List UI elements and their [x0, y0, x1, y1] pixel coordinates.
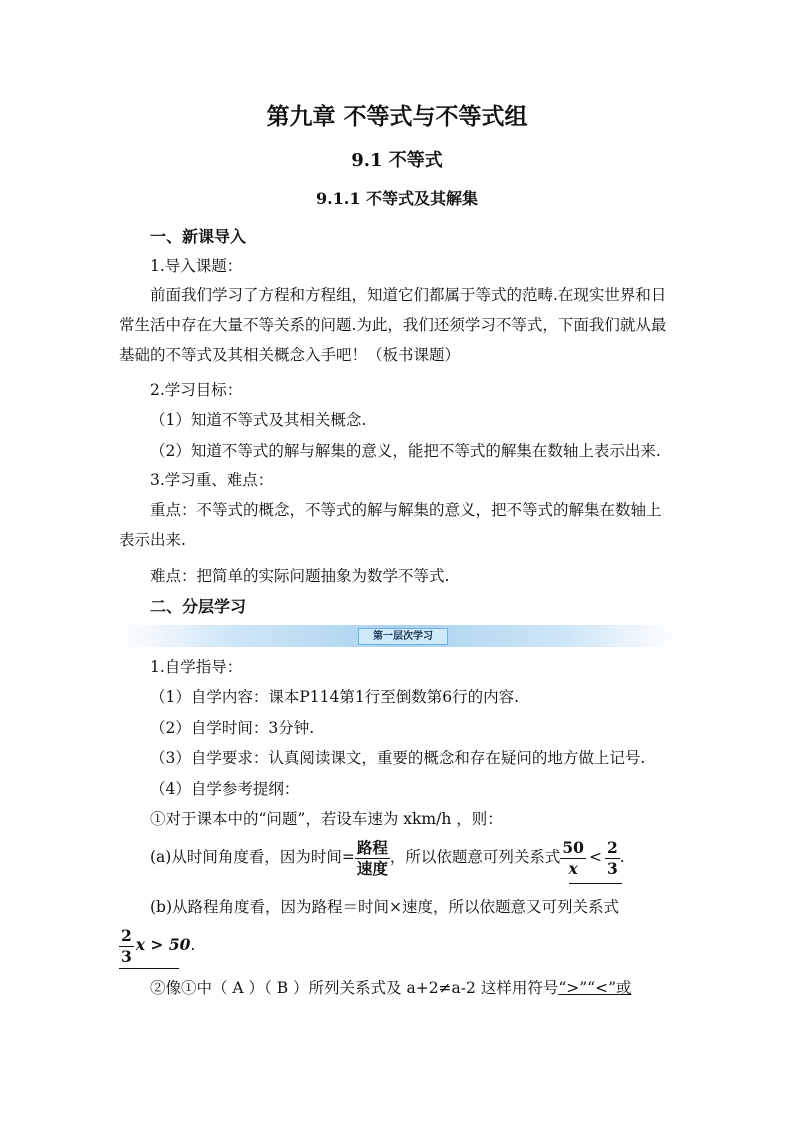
line-a-middle: ，所以依题意可列关系式	[389, 848, 561, 866]
intro-paragraph: 前面我们学习了方程和方程组，知道它们都属于等式的范畴.在现实世界和日常生活中存在大量不等关系的问题.为此，我们还须学习不等式，下面我们就从最基础的不等式及其相关概念入手吧！（板书课题）	[119, 286, 667, 364]
key-points-title: 3.学习重、难点：	[150, 471, 274, 489]
line-a-end: .	[619, 848, 625, 866]
question-2-answer: “>”“<”或	[558, 979, 632, 997]
section-title: 9.1 不等式	[351, 150, 443, 171]
key-point-text: 重点：不等式的概念，不等式的解与解集的意义，把不等式的解集在数轴上表示出来.	[119, 501, 662, 549]
time-fraction	[355, 840, 390, 876]
time-fraction-num: 路程	[356, 838, 388, 857]
difficult-point-text: 难点：把简单的实际问题抽象为数学不等式.	[150, 567, 450, 585]
question-1: ①对于课本中的“问题”，若设车速为 xkm/h ，则：	[150, 810, 503, 828]
chapter-title: 第九章 不等式与不等式组	[266, 103, 528, 130]
b-formula-end: .	[190, 936, 196, 954]
ineq-left-fraction	[560, 840, 586, 876]
b-fraction	[119, 928, 134, 964]
b-fraction-den: 3	[121, 946, 132, 966]
question-2-text: ②像①中（ A ）（ B ）所列关系式及 a+2≠a-2 这样用符号	[150, 979, 559, 997]
ineq-right-den: 3	[606, 858, 618, 878]
level-banner-label: 第一层次学习	[358, 628, 448, 645]
ineq-right-fraction	[605, 840, 620, 876]
part2-heading: 二、分层学习	[150, 597, 247, 616]
answer-underline-b	[119, 968, 179, 969]
level-banner	[119, 625, 679, 647]
ineq-operator: <	[588, 848, 602, 866]
goals-title: 2.学习目标：	[150, 381, 243, 399]
study-requirement: （3）自学要求：认真阅读课文，重要的概念和存在疑问的地方做上记号.	[150, 749, 646, 767]
guide-title: 1.自学指导：	[150, 658, 243, 676]
answer-underline-a	[569, 883, 622, 884]
question-2	[150, 976, 632, 998]
b-formula-rest: x > 50	[135, 935, 191, 954]
ineq-left-den: x	[568, 858, 578, 878]
line-a-prefix: (a)从时间角度看，因为时间=	[150, 848, 355, 866]
line-a	[150, 840, 625, 876]
outline-title: （4）自学参考提纲：	[150, 780, 300, 798]
ineq-right-num: 2	[606, 838, 618, 857]
part1-heading: 一、新课导入	[150, 227, 247, 246]
goal-1: （1）知道不等式及其相关概念.	[150, 411, 367, 429]
b-fraction-num: 2	[121, 926, 132, 945]
goal-2: （2）知道不等式的解与解集的意义，能把不等式的解集在数轴上表示出来.	[150, 442, 661, 460]
subsection-title: 9.1.1 不等式及其解集	[315, 189, 479, 208]
line-b: (b)从路程角度看，因为路程＝时间×速度，所以依题意又可列关系式	[150, 898, 620, 916]
intro-title: 1.导入课题：	[150, 257, 243, 275]
line-b-formula	[119, 928, 195, 964]
ineq-left-num: 50	[562, 838, 584, 857]
time-fraction-den: 速度	[356, 858, 388, 878]
study-content: （1）自学内容：课本P114第1行至倒数第6行的内容.	[150, 688, 520, 706]
study-time: （2）自学时间：3分钟.	[150, 719, 315, 737]
